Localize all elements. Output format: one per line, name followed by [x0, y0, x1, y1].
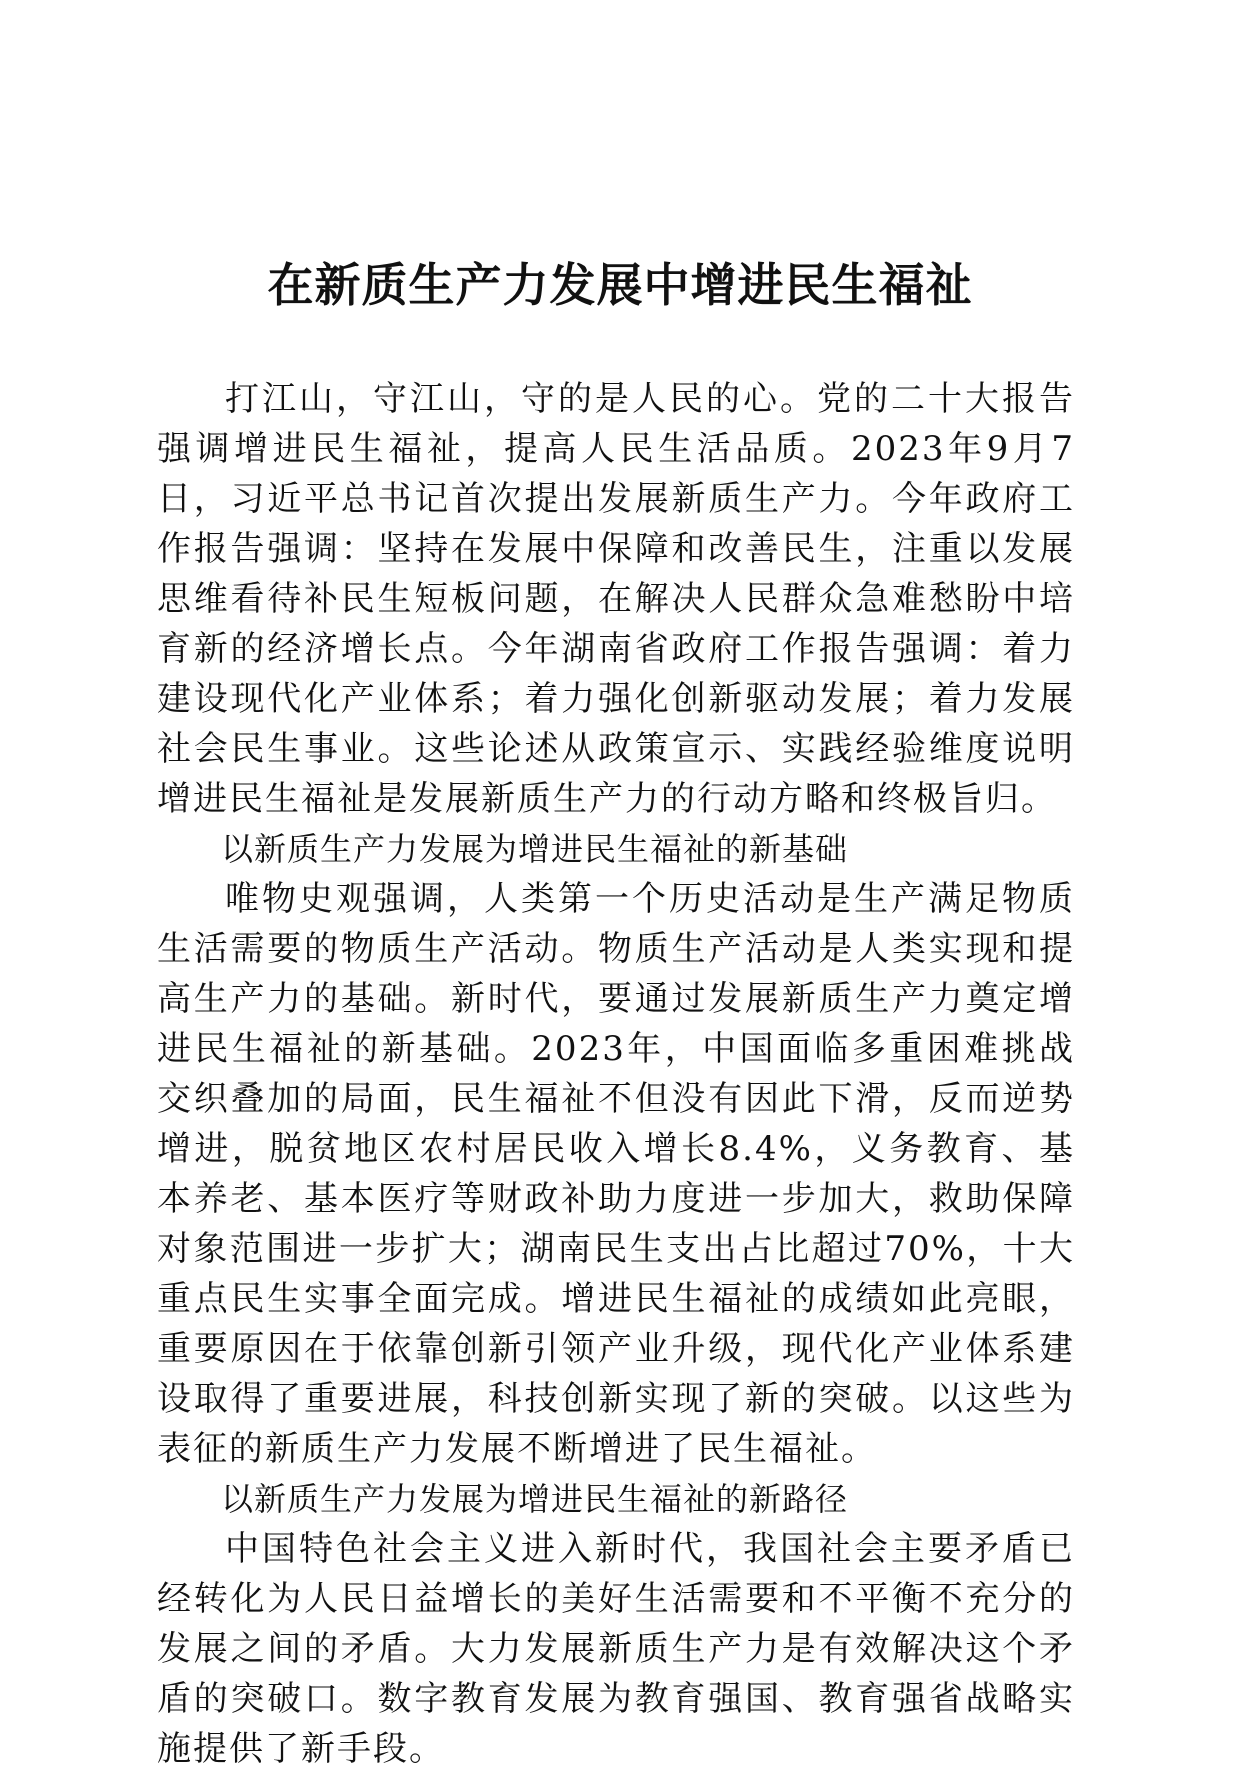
document-title: 在新质生产力发展中增进民生福祉	[267, 258, 973, 312]
paragraph-new-path: 中国特色社会主义进入新时代，我国社会主要矛盾已经转化为人民日益增长的美好生活需要和不平衡不充分的发展之间的矛盾。大力发展新质生产力是有效解决这个矛盾的突破口。数字教育发展为教育强国、教育强省战略实施提供了新手段。	[157, 1529, 1075, 1769]
document-body	[157, 374, 1075, 1774]
paragraph-intro: 打江山，守江山，守的是人民的心。党的二十大报告强调增进民生福祉，提高人民生活品质。2023年9月7日，习近平总书记首次提出发展新质生产力。今年政府工作报告强调：坚持在发展中保障和改善民生，注重以发展思维看待补民生短板问题，在解决人民群众急难愁盼中培育新的经济增长点。今年湖南省政府工作报告强调：着力建设现代化产业体系；着力强化创新驱动发展；着力发展社会民生事业。这些论述从政策宣示、实践经验维度说明增进民生福祉是发展新质生产力的行动方略和终极旨归。	[157, 379, 1075, 819]
section-heading-new-foundation: 以新质生产力发展为增进民生福祉的新基础	[221, 830, 849, 868]
section-heading-new-path: 以新质生产力发展为增进民生福祉的新路径	[221, 1480, 849, 1518]
paragraph-new-foundation: 唯物史观强调，人类第一个历史活动是生产满足物质生活需要的物质生产活动。物质生产活动是人类实现和提高生产力的基础。新时代，要通过发展新质生产力奠定增进民生福祉的新基础。2023年，中国面临多重困难挑战交织叠加的局面，民生福祉不但没有因此下滑，反而逆势增进，脱贫地区农村居民收入增长8.4%，义务教育、基本养老、基本医疗等财政补助力度进一步加大，救助保障对象范围进一步扩大；湖南民生支出占比超过70%，十大重点民生实事全面完成。增进民生福祉的成绩如此亮眼，重要原因在于依靠创新引领产业升级，现代化产业体系建设取得了重要进展，科技创新实现了新的突破。以这些为表征的新质生产力发展不断增进了民生福祉。	[157, 879, 1075, 1469]
